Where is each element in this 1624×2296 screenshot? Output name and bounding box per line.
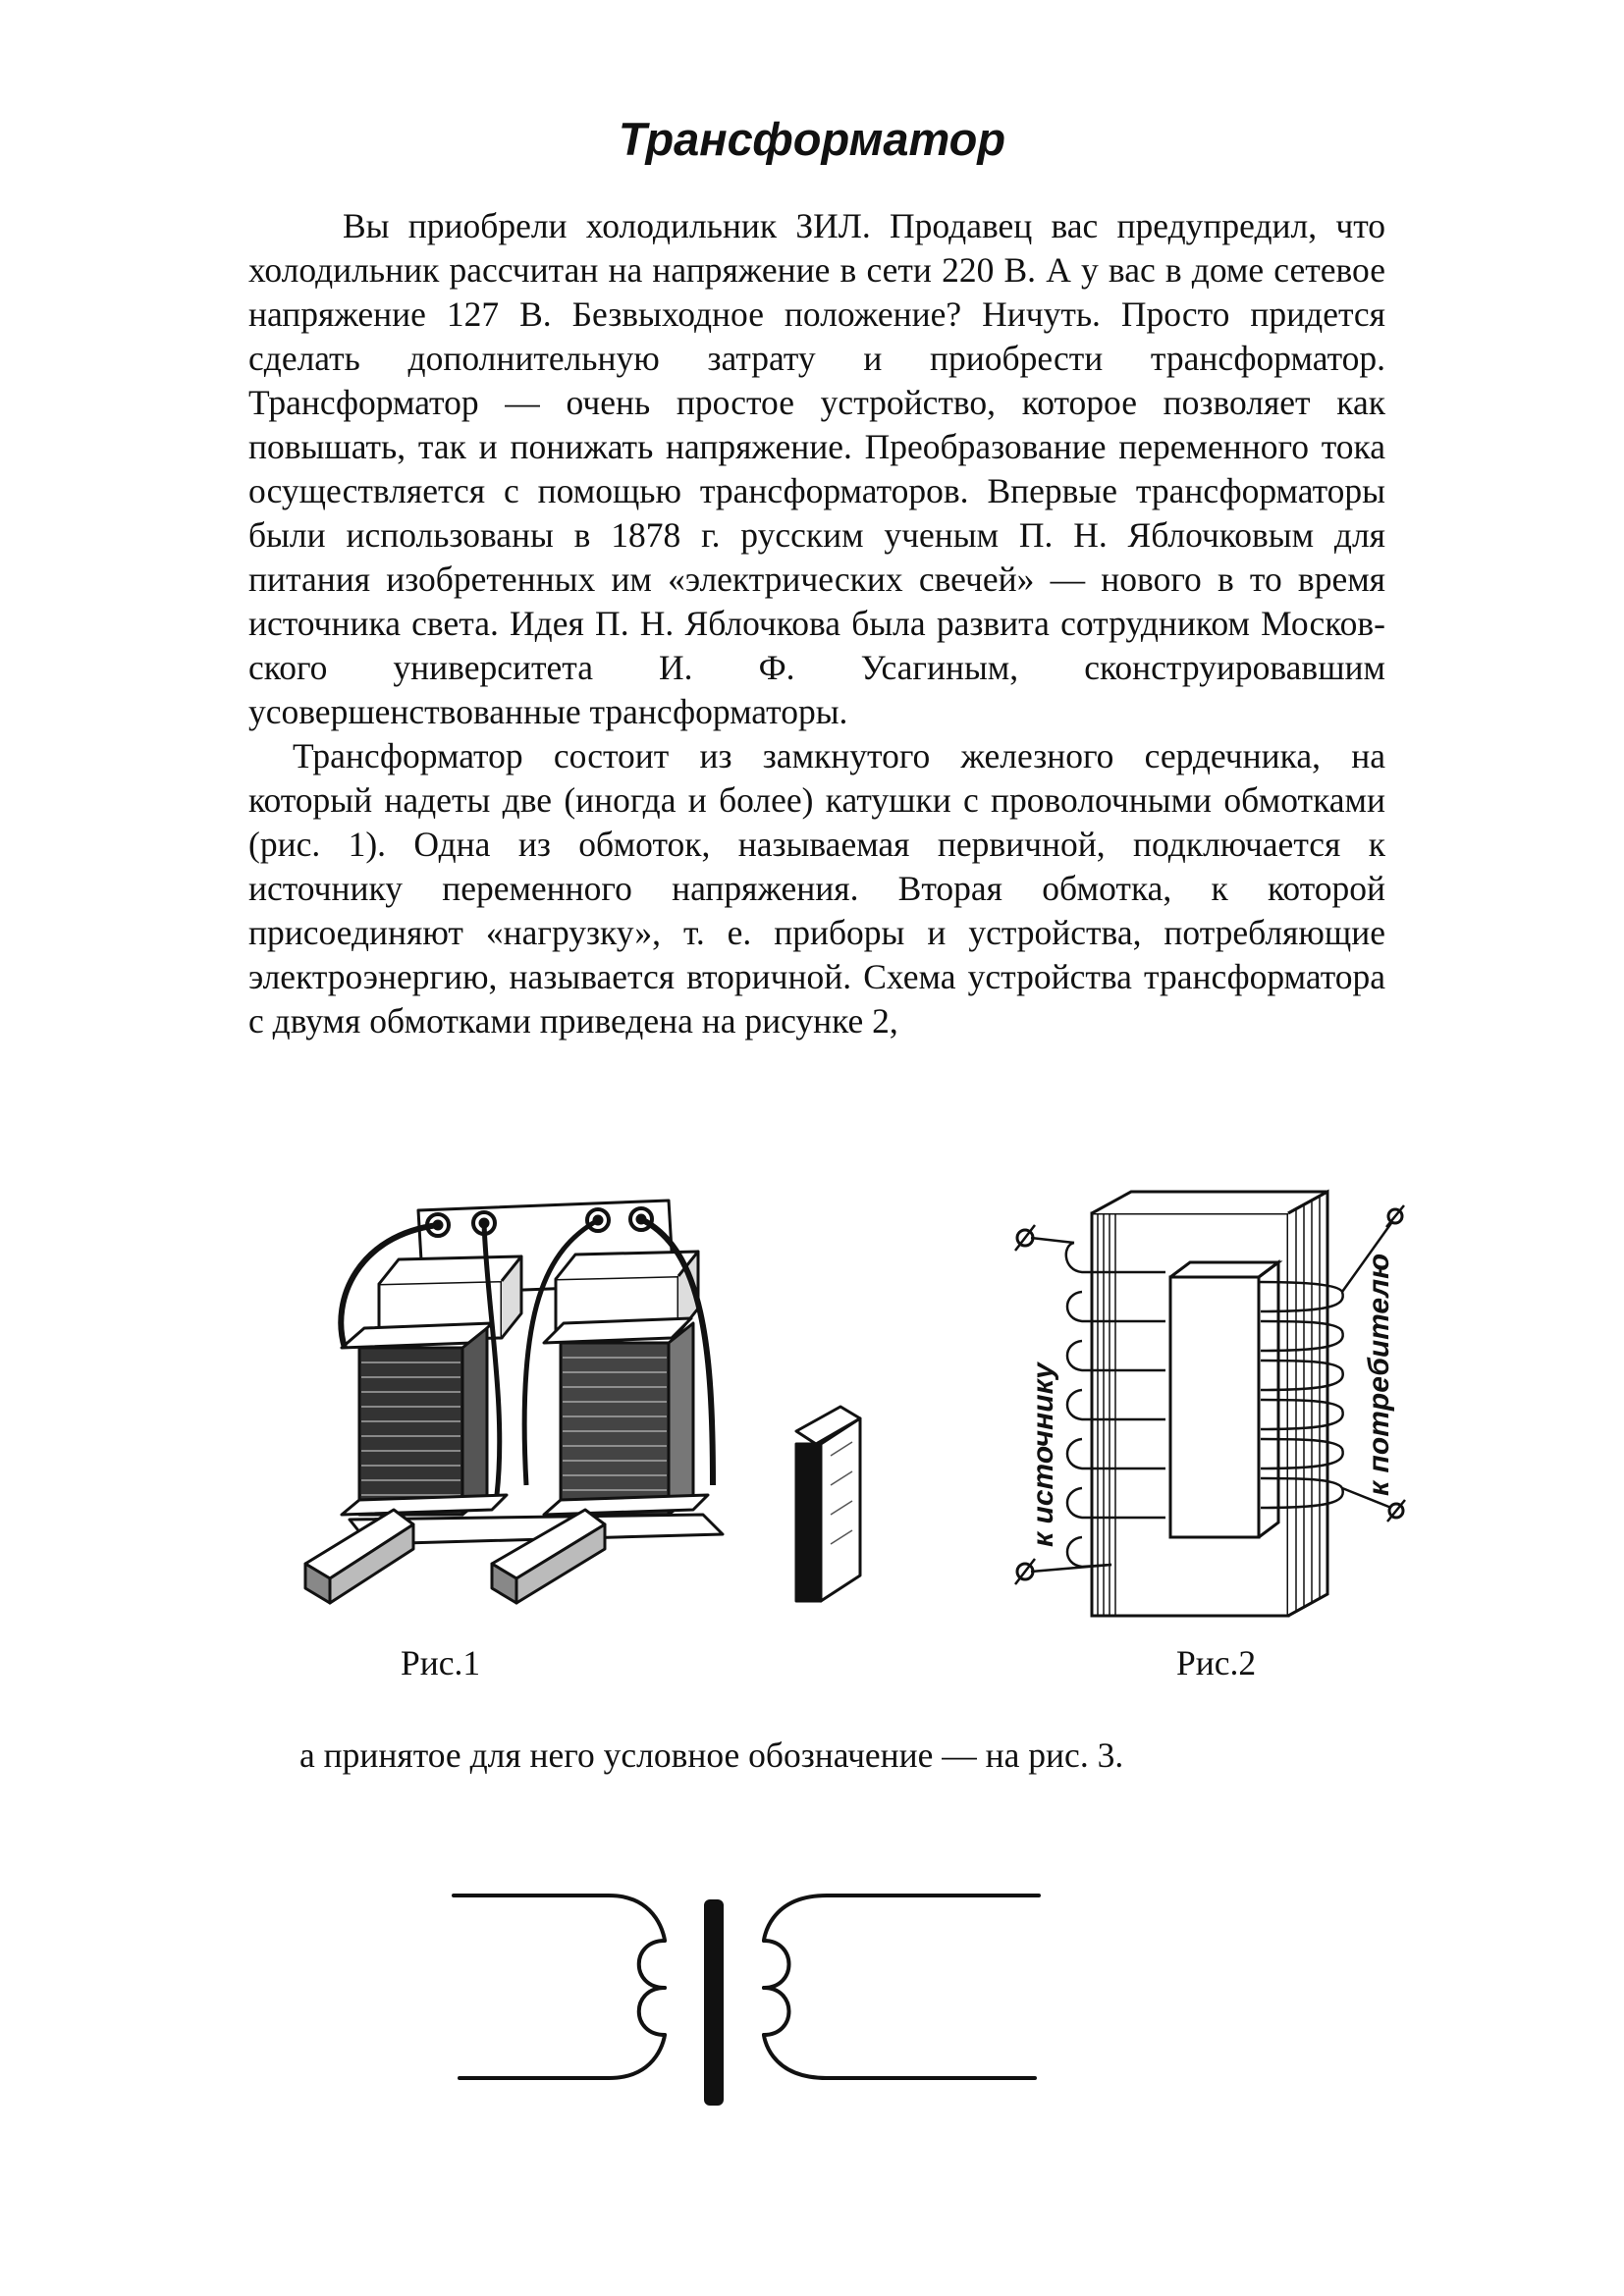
- figure-1-transformer-illustration: [291, 1191, 870, 1618]
- paragraph-2: Трансформатор состоит из замкнутого железного сердечника, на который надеты две (иногда и более) катушки с проволочными обмотками (рис. 1). Одна из обмоток, называемая первичной, подключается к источнику переменного напряжения. Вторая обмотка, к которой присоединяют «нагрузку», т. е. приборы и устройства, потребляющие электроэнергию, называется вторичной. Схема устройства трансформатора с двумя обмотками приведена на рисунке 2,: [248, 736, 1385, 1041]
- figure-2-label-source: к источнику: [1027, 1362, 1059, 1547]
- figure-2-core-diagram: [1003, 1184, 1414, 1626]
- figure-2-caption: Рис.2: [1176, 1643, 1257, 1682]
- figure-1-caption: Рис.1: [401, 1643, 481, 1682]
- paragraph-3: а принятое для него условное обозначение — на рис. 3.: [299, 1735, 1124, 1775]
- figure-2-label-consumer: к потребителю: [1363, 1253, 1395, 1496]
- page-title: Трансформатор: [618, 113, 1006, 165]
- figure-3-transformer-symbol: [444, 1882, 1053, 2117]
- article-body: [248, 204, 1385, 1043]
- paragraph-1: Вы приобрели холодильник ЗИЛ. Продавец вас предупредил, что холодильник рассчитан на напряжение в сети 220 В. А у вас в доме сетевое напряжение 127 В. Безвыходное положение? Ничуть. Просто придется сделать дополнительную затрату и приобрести трансформатор. Трансформатор — очень простое устройство, которое позволяет как повышать, так и понижать напряжение. Преобразование переменного тока осуществляется с помощью трансформаторов. Впервые трансформаторы были использованы в 1878 г. русским ученым П. Н. Яблочковым для питания изобретенных им «электрических свечей» — нового в то время источника света. Идея П. Н. Яблочкова была развита сотрудником Московского университета И. Ф. Усагиным, сконструировавшим усовершенствованные трансформаторы.: [248, 206, 1385, 731]
